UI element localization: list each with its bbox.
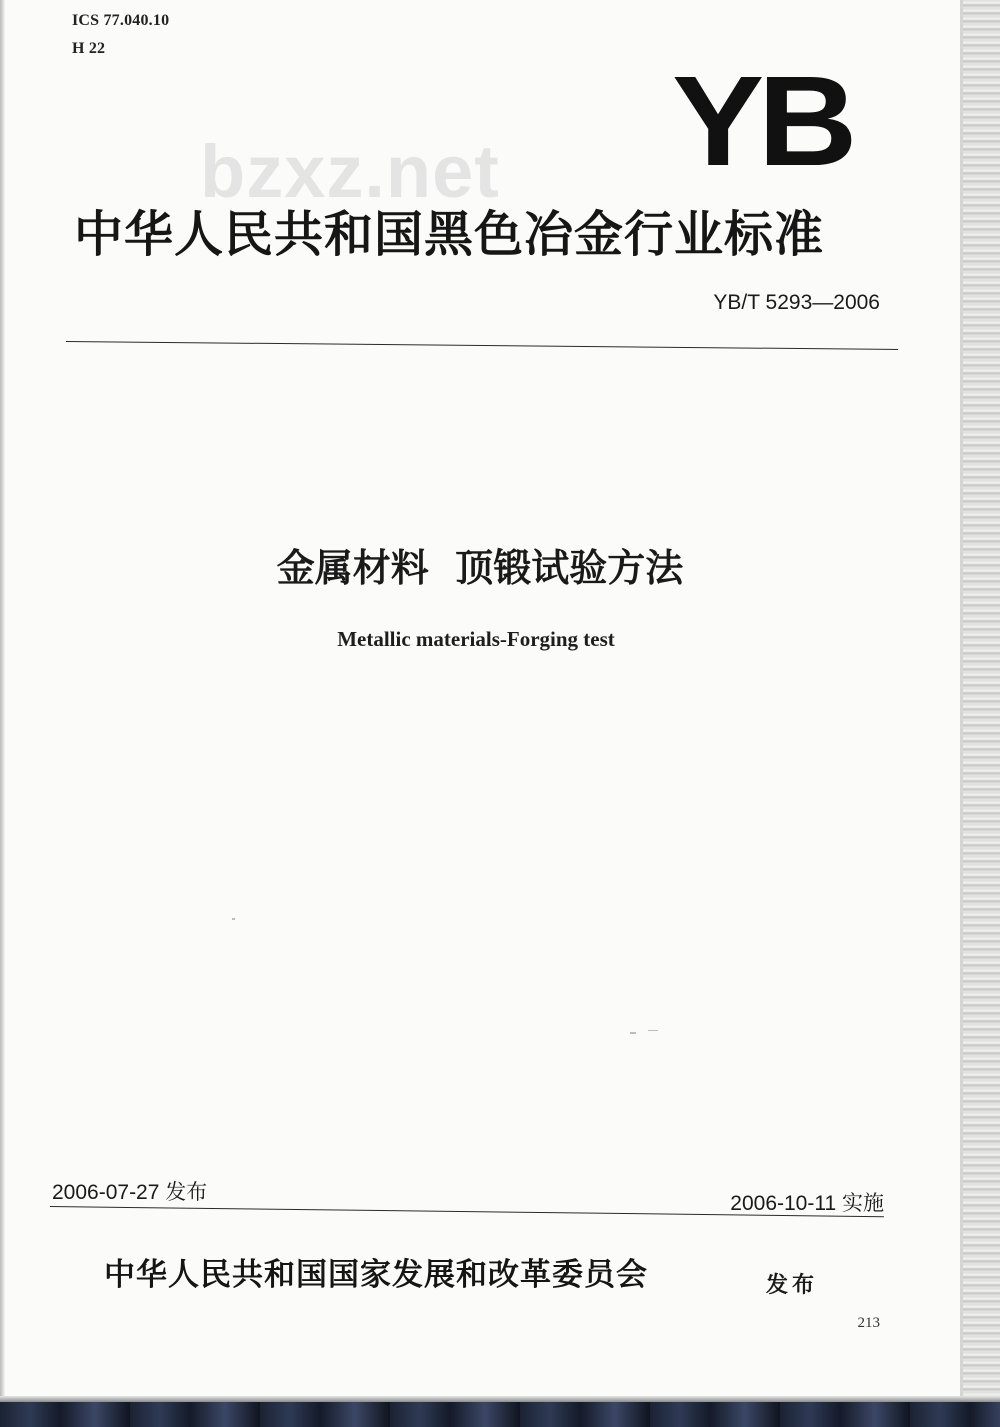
scan-binding-edge (960, 0, 1000, 1400)
yb-logo: YB (672, 50, 852, 193)
issuing-authority: 中华人民共和国国家发展和改革委员会 (104, 1257, 648, 1293)
page-left-edge (0, 0, 5, 1400)
standard-code: YB/T 5293—2006 (713, 291, 880, 314)
document-title-chinese: 金属材料 顶锻试验方法 (276, 546, 684, 590)
page-number: 213 (857, 1315, 880, 1331)
watermark: bzxz.net (200, 130, 500, 213)
header-divider (66, 341, 898, 350)
scan-speck (630, 1032, 636, 1034)
standard-organization-title: 中华人民共和国黑色冶金行业标准 (74, 206, 825, 263)
issuer-suffix: 发布 (766, 1273, 819, 1298)
scan-speck (648, 1030, 658, 1031)
document-title-english: Metallic materials-Forging test (337, 627, 615, 651)
scanner-bed-strip (0, 1402, 1000, 1427)
scan-speck (232, 918, 235, 920)
implementation-date: 2006-10-11 实施 (730, 1192, 884, 1215)
issue-date: 2006-07-27 发布 (52, 1181, 208, 1204)
classification-code: H 22 (72, 40, 106, 57)
ics-code: ICS 77.040.10 (72, 12, 170, 29)
